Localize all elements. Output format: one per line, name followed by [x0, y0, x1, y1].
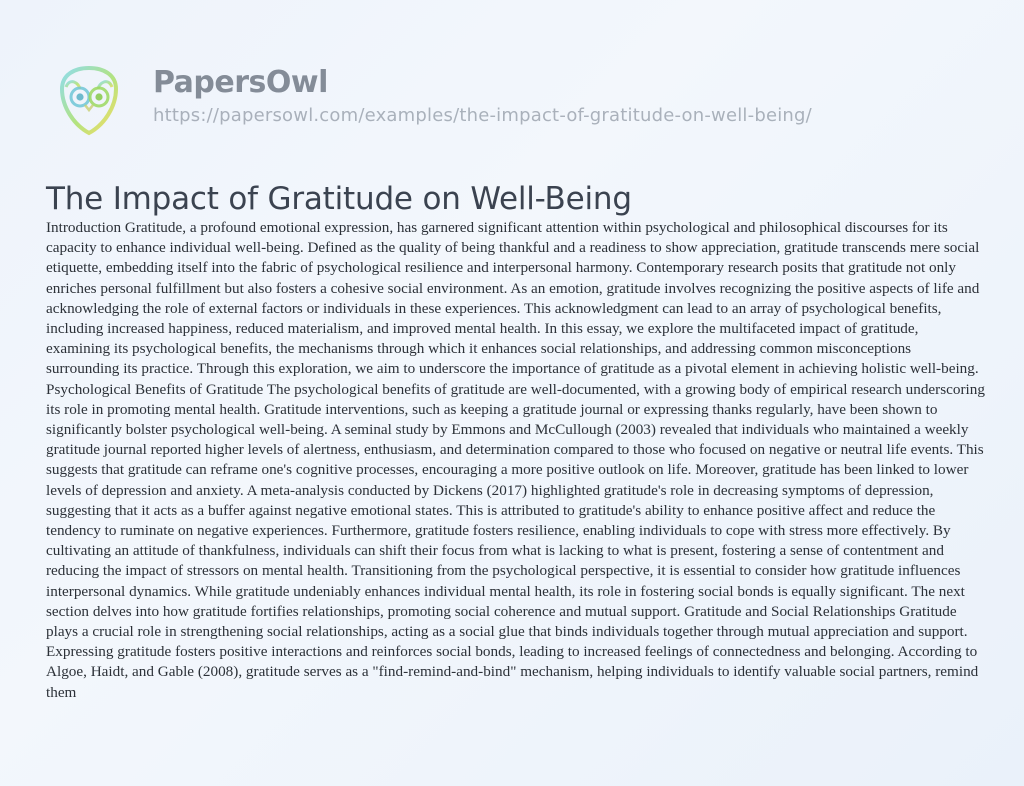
article-paragraph: Introduction Gratitude, a profound emotional expression, has garnered significant attention within psychological and philosophical discourses for its capacity to enhance individual well-being. Defined as the quality of being thankful and a readiness to show appreciation, gratitude transcends mere social etiquette, embedding itself into the fabric of psychological resilience and interpersonal harmony. Contemporary research posits that gratitude not only enriches personal fulfillment but also fosters a cohesive social environment. As an emotion, gratitude involves recognizing the positive aspects of life and acknowledging the role of external factors or individuals in these experiences. This acknowledgment can lead to an array of psychological benefits, including increased happiness, reduced materialism, and improved mental health. In this essay, we explore the multifaceted impact of gratitude, examining its psychological benefits, the mechanisms through which it enhances social relationships, and addressing common misconceptions surrounding its practice. Through this exploration, we aim to underscore the importance of gratitude as a pivotal element in achieving holistic well-being. Psychological Benefits of Gratitude The psychological benefits of gratitude are well-documented, with a growing body of empirical research underscoring its role in promoting mental health. Gratitude interventions, such as keeping a gratitude journal or expressing thanks regularly, have been shown to significantly bolster psychological well-being. A seminal study by Emmons and McCullough (2003) revealed that individuals who maintained a weekly gratitude journal reported higher levels of alertness, enthusiasm, and determination compared to those who focused on negative or neutral life events. This suggests that gratitude can reframe one's cognitive processes, encouraging a more positive outlook on life. Moreover, gratitude has been linked to lower levels of depression and anxiety. A meta-analysis conducted by Dickens (2017) highlighted gratitude's role in decreasing symptoms of depression, suggesting that it acts as a buffer against negative emotional states. This is attributed to gratitude's ability to enhance positive affect and reduce the tendency to ruminate on negative experiences. Furthermore, gratitude fosters resilience, enabling individuals to cope with stress more effectively. By cultivating an attitude of thankfulness, individuals can shift their focus from what is lacking to what is present, fostering a sense of contentment and reducing the impact of stressors on mental health. Transitioning from the psychological perspective, it is essential to consider how gratitude influences interpersonal dynamics. While gratitude undeniably enhances individual mental health, its role in fostering social bonds is equally significant. The next section delves into how gratitude fortifies relationships, promoting social coherence and mutual support. Gratitude and Social Relationships Gratitude plays a crucial role in strengthening social relationships, acting as a social glue that binds individuals together through mutual appreciation and support. Expressing gratitude fosters positive interactions and reinforces social bonds, leading to increased feelings of connectedness and belonging. According to Algoe, Haidt, and Gable (2008), gratitude serves as a "find-remind-and-bind" mechanism, helping individuals to identify valuable social partners, remind them: [46, 219, 985, 701]
page-title: The Impact of Gratitude on Well-Being: [46, 180, 632, 217]
article-body: [46, 218, 986, 703]
site-header: [40, 55, 984, 145]
site-brand: PapersOwl: [153, 65, 328, 100]
owl-logo-icon: [52, 63, 126, 137]
page-url: https://papersowl.com/examples/the-impact-of-gratitude-on-well-being/: [153, 105, 812, 126]
